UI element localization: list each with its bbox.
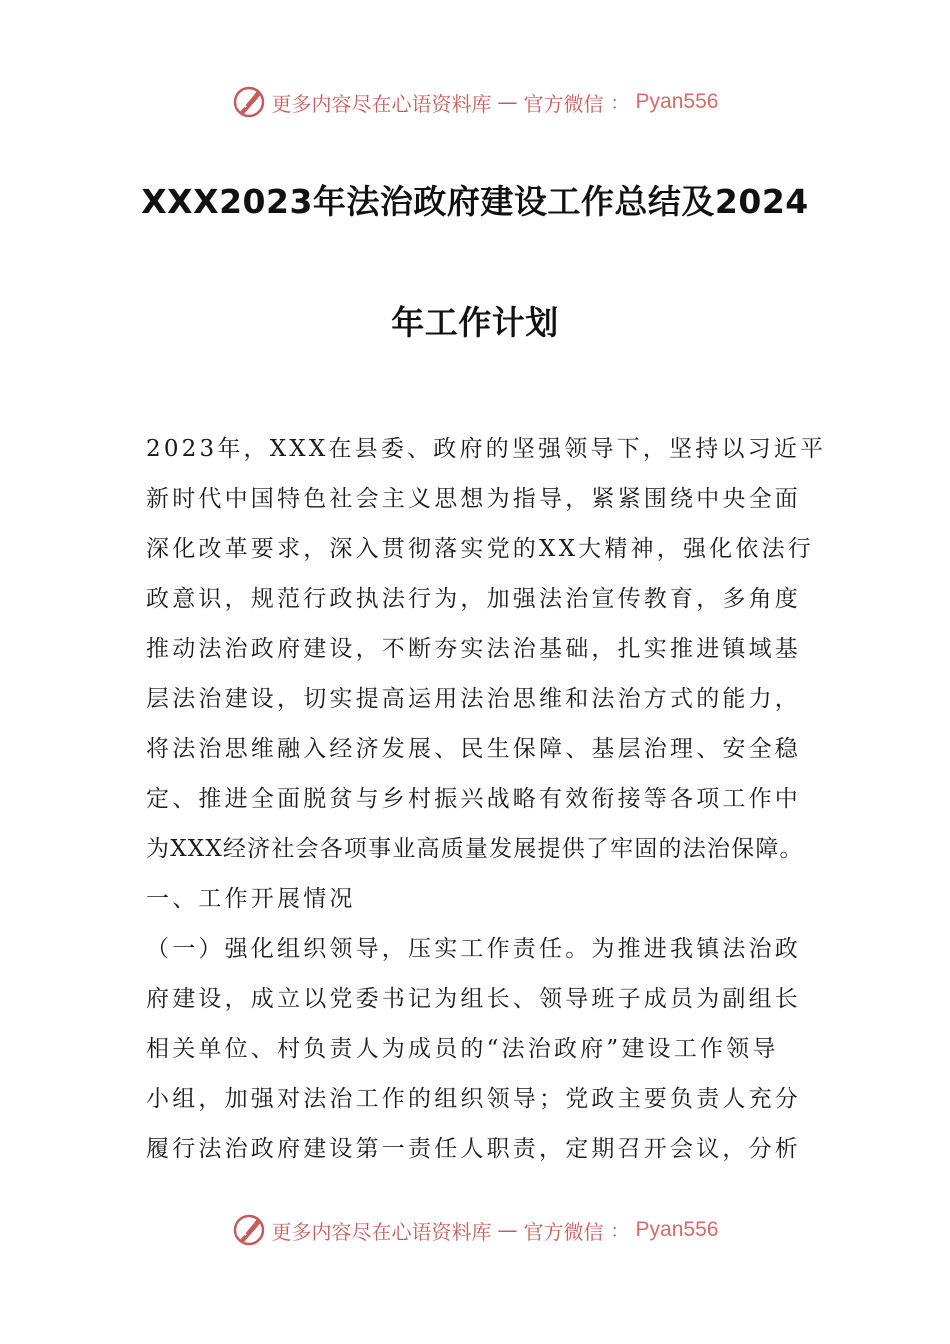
watermark-label: 官方微信 (523, 91, 604, 116)
body-line: 相关单位、村负责人为成员的“法治政府”建设工作领导 (146, 1036, 779, 1062)
watermark-wechat-id: Pyan556 (635, 90, 719, 113)
watermark-separator: ： (610, 93, 629, 114)
body-line: 府建设，成立以党委书记为组长、领导班子成员为副组长 (146, 986, 801, 1012)
body-line: 深化改革要求，深入贯彻落实党的XX大精神，强化依法行 (146, 536, 814, 562)
body-line: 2023年，XXX在县委、政府的坚强领导下，坚持以习近平 (146, 436, 827, 462)
body-line: 政意识，规范行政执法行为，加强法治宣传教育，多角度 (146, 586, 801, 612)
watermark-separator: ： (610, 1221, 629, 1242)
body-line: 新时代中国特色社会主义思想为指导，紧紧围绕中央全面 (146, 486, 801, 512)
watermark-wechat-id: Pyan556 (635, 1218, 719, 1241)
watermark-dash: — (497, 90, 518, 114)
footer-watermark (0, 1210, 950, 1250)
body-line: 推动法治政府建设，不断夯实法治基础，扎实推进镇域基 (146, 636, 801, 662)
document-title-line-1: XXX2023年法治政府建设工作总结及2024 (141, 182, 809, 221)
body-line: 层法治建设，切实提高运用法治思维和法治方式的能力， (146, 686, 801, 712)
watermark-text: 更多内容尽在心语资料库 (271, 1219, 492, 1244)
watermark-label: 官方微信 (523, 1219, 604, 1244)
document-title-line-2: 年工作计划 (391, 303, 559, 342)
body-line: 将法治思维融入经济发展、民生保障、基层治理、安全稳 (146, 736, 801, 762)
pen-circle-icon (232, 1213, 266, 1247)
body-line: 定、推进全面脱贫与乡村振兴战略有效衔接等各项工作中 (146, 786, 801, 812)
watermark-dash: — (497, 1218, 518, 1242)
body-line: 履行法治政府建设第一责任人职责，定期召开会议，分析 (146, 1136, 801, 1162)
body-line: （一）强化组织领导，压实工作责任。为推进我镇法治政 (146, 936, 801, 962)
body-line: 为XXX经济社会各项事业高质量发展提供了牢固的法治保障。 (146, 836, 804, 862)
body-line: 小组，加强对法治工作的组织领导；党政主要负责人充分 (146, 1086, 801, 1112)
document-body (146, 424, 826, 1174)
header-watermark (0, 82, 950, 122)
pen-circle-icon (232, 85, 266, 119)
watermark-text: 更多内容尽在心语资料库 (271, 91, 492, 116)
section-heading: 一、工作开展情况 (146, 886, 356, 912)
